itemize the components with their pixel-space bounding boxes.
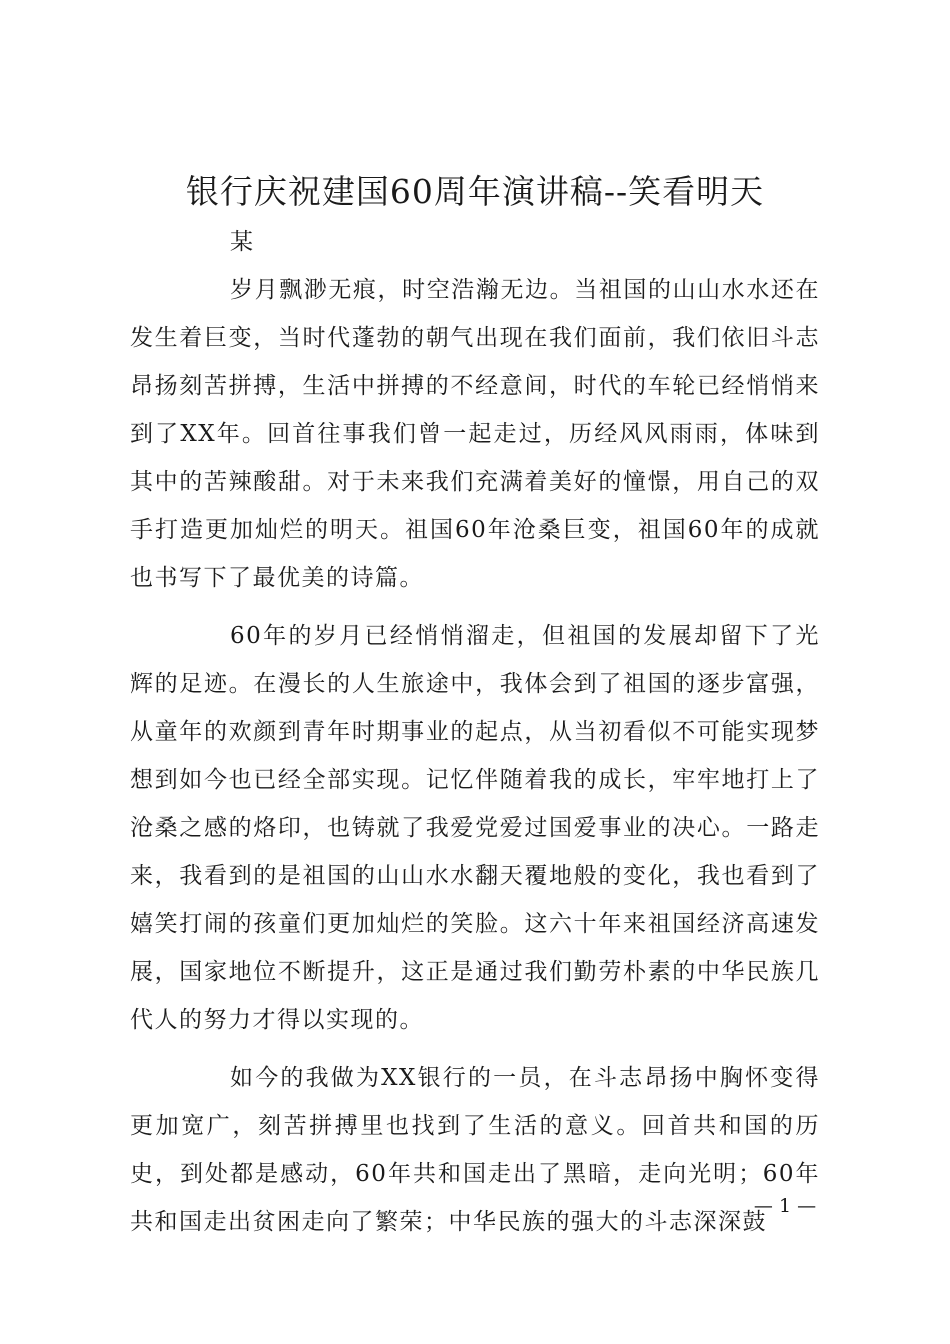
paragraph-2: 60年的岁月已经悄悄溜走，但祖国的发展却留下了光辉的足迹。在漫长的人生旅途中，我体会到了祖国的逐步富强，从童年的欢颜到青年时期事业的起点，从当初看似不可能实现梦想到如今也已经全部实现。记忆伴随着我的成长，牢牢地打上了沧桑之感的烙印，也铸就了我爱党爱过国爱事业的决心。一路走来，我看到的是祖国的山山水水翻天覆地般的变化，我也看到了嬉笑打闹的孩童们更加灿烂的笑脸。这六十年来祖国经济高速发展，国家地位不断提升，这正是通过我们勤劳朴素的中华民族几代人的努力才得以实现的。 (130, 623, 820, 1033)
page-number: — 1 — (753, 1195, 817, 1217)
document-body (130, 266, 820, 1256)
author-line: 某 (230, 229, 253, 255)
paragraph-1: 岁月飘渺无痕，时空浩瀚无边。当祖国的山山水水还在发生着巨变，当时代蓬勃的朝气出现在我们面前，我们依旧斗志昂扬刻苦拼搏，生活中拼搏的不经意间，时代的车轮已经悄悄来到了XX年。回首往事我们曾一起走过，历经风风雨雨，体味到其中的苦辣酸甜。对于未来我们充满着美好的憧憬，用自己的双手打造更加灿烂的明天。祖国60年沧桑巨变，祖国60年的成就也书写下了最优美的诗篇。 (130, 277, 820, 591)
paragraph-3: 如今的我做为XX银行的一员，在斗志昂扬中胸怀变得更加宽广，刻苦拼搏里也找到了生活的意义。回首共和国的历史，到处都是感动，60年共和国走出了黑暗，走向光明；60年共和国走出贫困走向了繁荣；中华民族的强大的斗志深深鼓 (130, 1065, 820, 1235)
document-title: 银行庆祝建国60周年演讲稿--笑看明天 (185, 172, 765, 211)
